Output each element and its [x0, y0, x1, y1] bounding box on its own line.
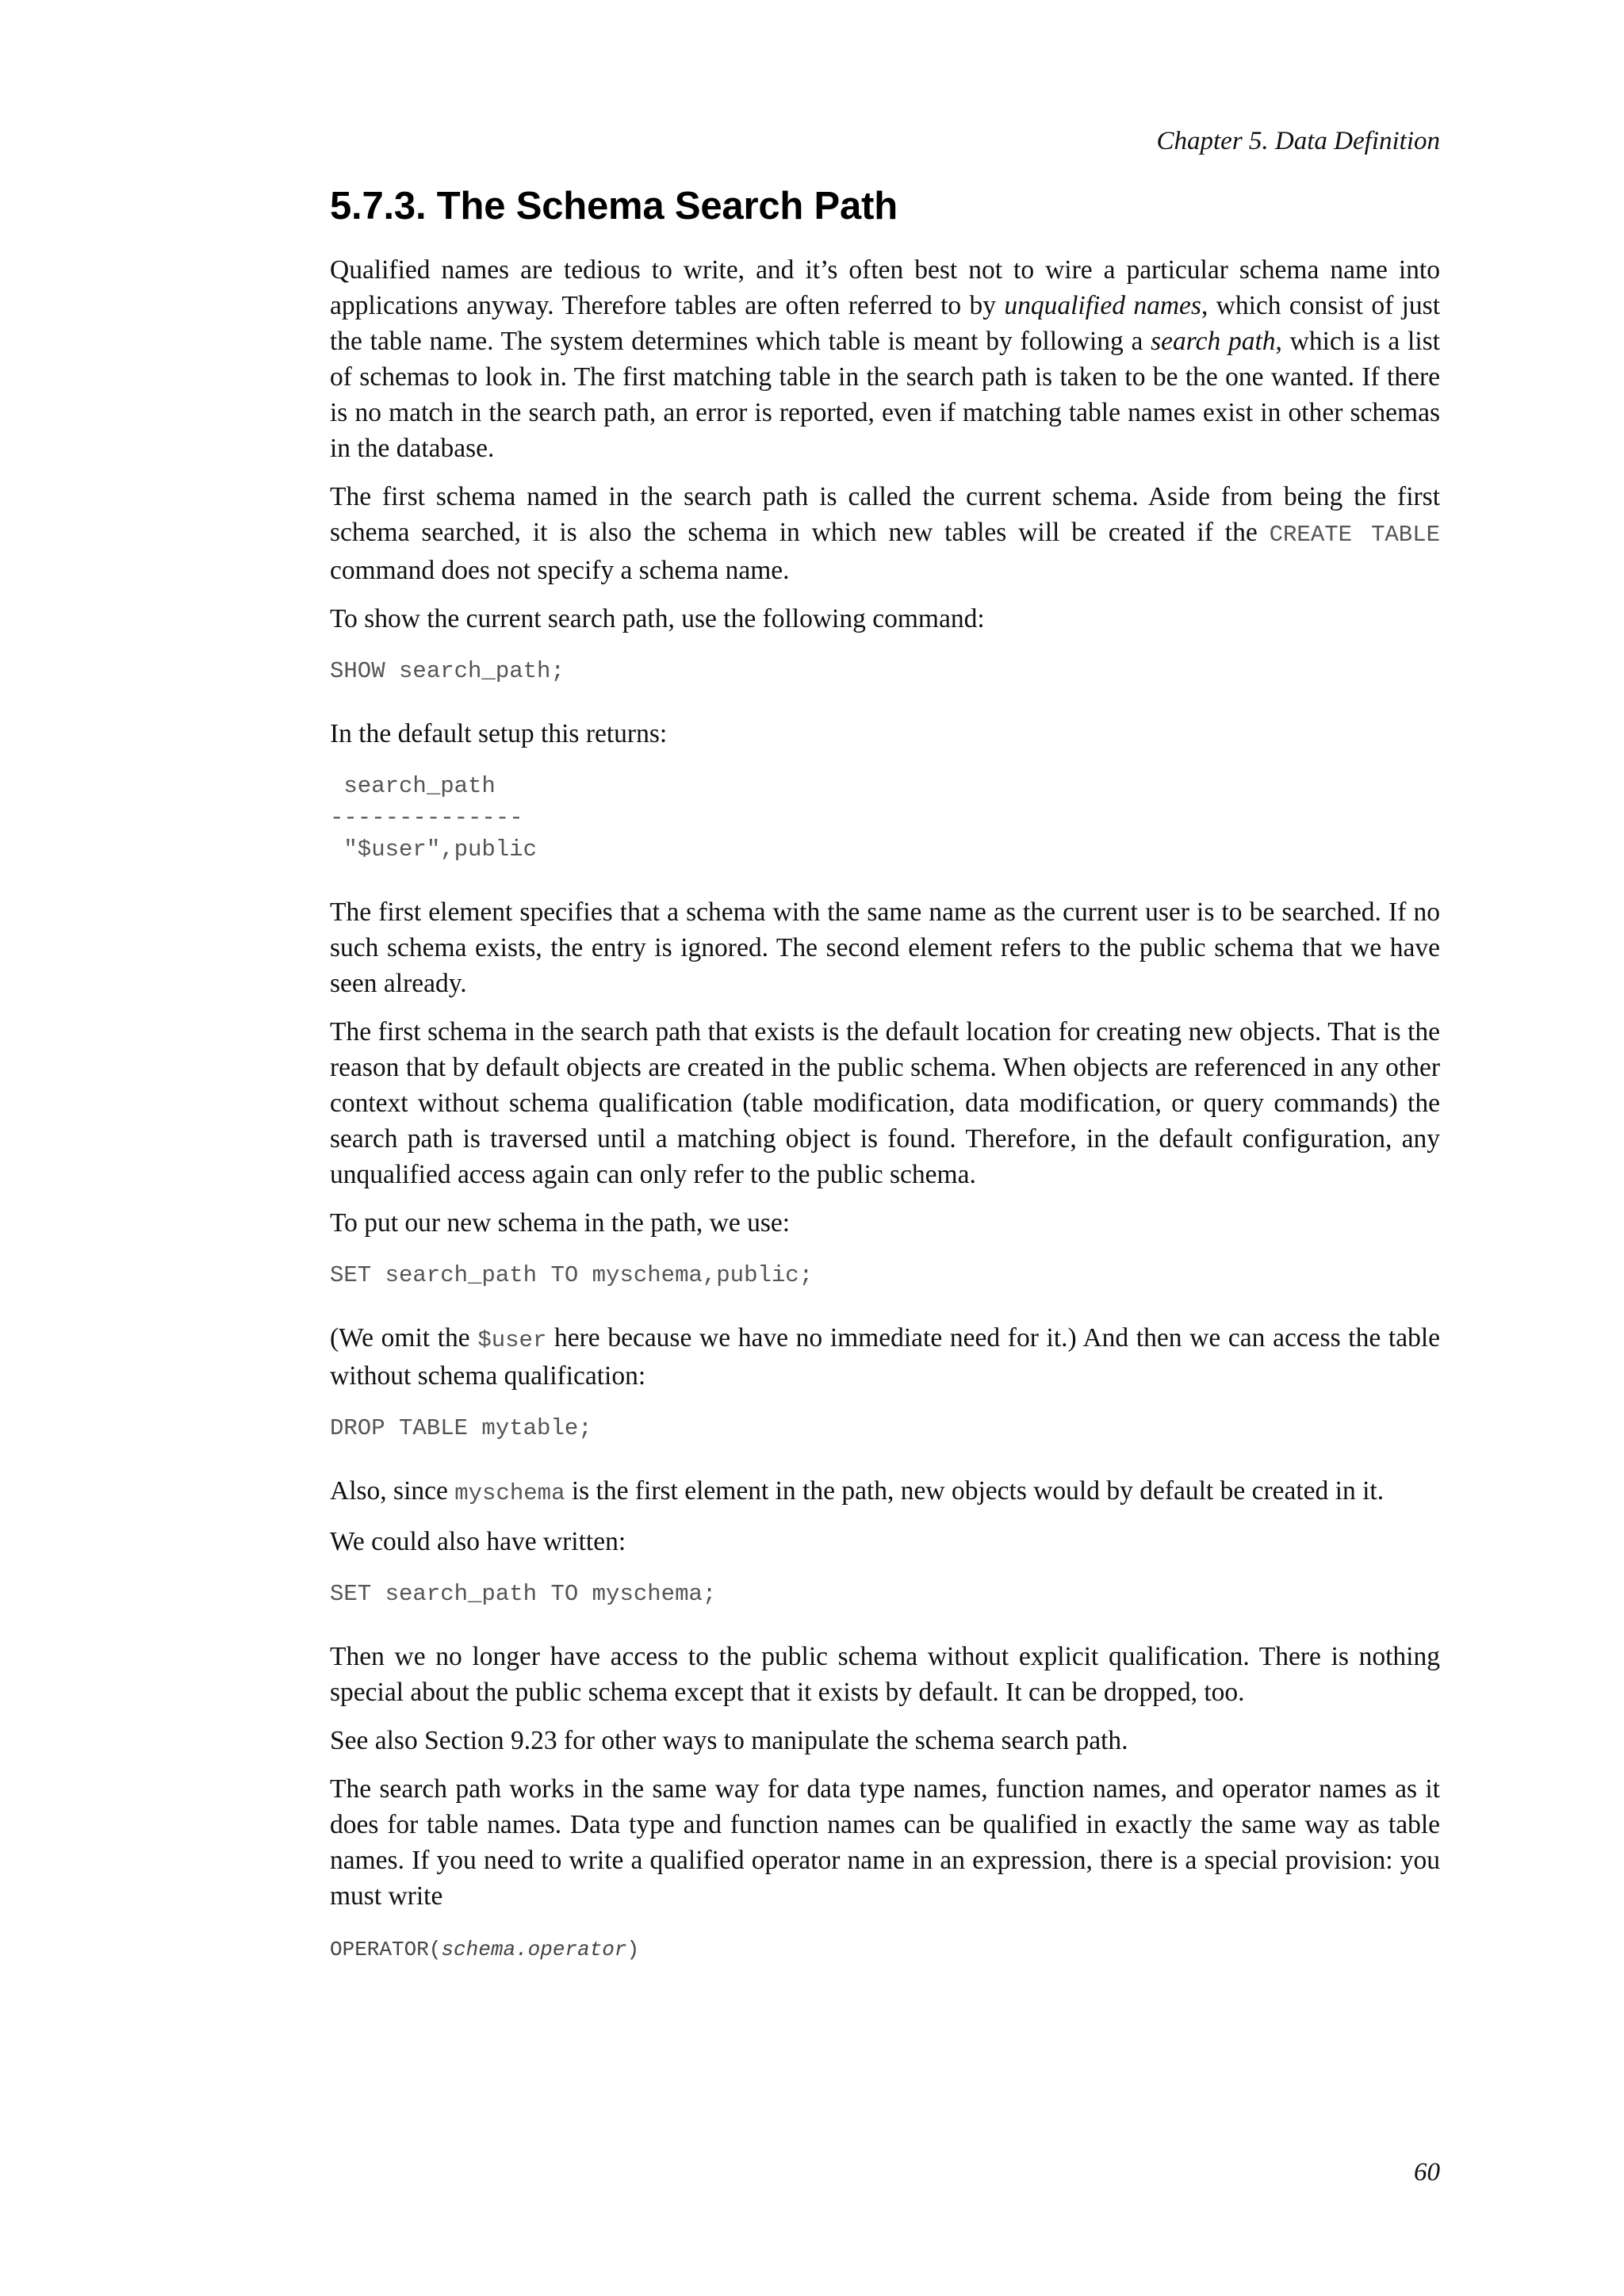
term-search-path: search path [1151, 327, 1276, 356]
code-set-search-path-public: SET search_path TO myschema,public; [330, 1262, 814, 1288]
code-set-search-path-myschema: SET search_path TO myschema; [330, 1581, 717, 1607]
paragraph-default-setup: In the default setup this returns: [330, 719, 668, 748]
code-show-search-path: SHOW search_path; [330, 658, 565, 684]
paragraph-put-schema: To put our new schema in the path, we use: [330, 1208, 791, 1238]
term-unqualified-names: unqualified names [1004, 291, 1201, 320]
paragraph-myschema-first: Also, since myschema is the first element in the path, new objects would by default be created in it. [330, 1476, 1385, 1506]
paragraph-type-names: The search path works in the same way for data type names, function names, and operator names as it does for table names. Data type and function names can be qualified in exactly the same way as table names. If you need to write a qualified operator name in an expression, there is a special provision: you must write [330, 1774, 1440, 1911]
paragraph-first-element: The first element specifies that a schema with the same name as the current user is to be searched. If no such schema exists, the entry is ignored. The second element refers to the public schema that we have seen already. [330, 897, 1440, 998]
code-drop-table: DROP TABLE mytable; [330, 1415, 592, 1441]
section-title: 5.7.3. The Schema Search Path [330, 185, 898, 228]
inline-code-myschema: myschema [454, 1480, 565, 1506]
paragraph-intro: Qualified names are tedious to write, and it’s often best not to wire a particular schema name into applications anyway. Therefore tables are often referred to by unqualified names, which consist of just the table name. The system determines which table is meant by following a search path, which is a list of schemas to look in. The first matching table in the search path is taken to be the one wanted. If there is no match in the search path, an error is reported, even if matching table names exist in other schemas in the database. [330, 255, 1441, 463]
paragraph-show-path: To show the current search path, use the following command: [330, 604, 985, 633]
paragraph-no-public-access: Then we no longer have access to the public schema without explicit qualification. There is nothing special about the public schema except that it exists by default. It can be dropped, too. [330, 1642, 1440, 1707]
paragraph-omit-user: (We omit the $user here because we have no immediate need for it.) And then we can access the table without schema qualification: [330, 1323, 1440, 1391]
inline-code-user: $user [477, 1327, 547, 1353]
paragraph-default-location: The first schema in the search path that exists is the default location for creating new objects. That is the reason that by default objects are created in the public schema. When objects are referenced in any other context without schema qualification (table modification, data modification, or query commands) the search path is traversed until a matching object is found. Therefore, in the default configuration, any unqualified access again can only refer to the public schema. [330, 1017, 1440, 1189]
page-content [330, 119, 1440, 1961]
paragraph-also-written: We could also have written: [330, 1527, 626, 1556]
page-number: 60 [1414, 2158, 1440, 2187]
code-operator-syntax: OPERATOR(schema.operator) [330, 1938, 640, 1961]
paragraph-see-also: See also Section 9.23 for other ways to manipulate the schema search path. [330, 1726, 1128, 1755]
inline-code-create-table: CREATE TABLE [1269, 522, 1440, 548]
code-search-path-result: search_path -------------- "$user",public [330, 773, 538, 863]
running-header: Chapter 5. Data Definition [1156, 127, 1440, 155]
paragraph-current-schema: The first schema named in the search path is called the current schema. Aside from being the first schema searched, it is also the schema in which new tables will be created if the CREATE TABLE command does not specify a schema name. [330, 482, 1440, 585]
